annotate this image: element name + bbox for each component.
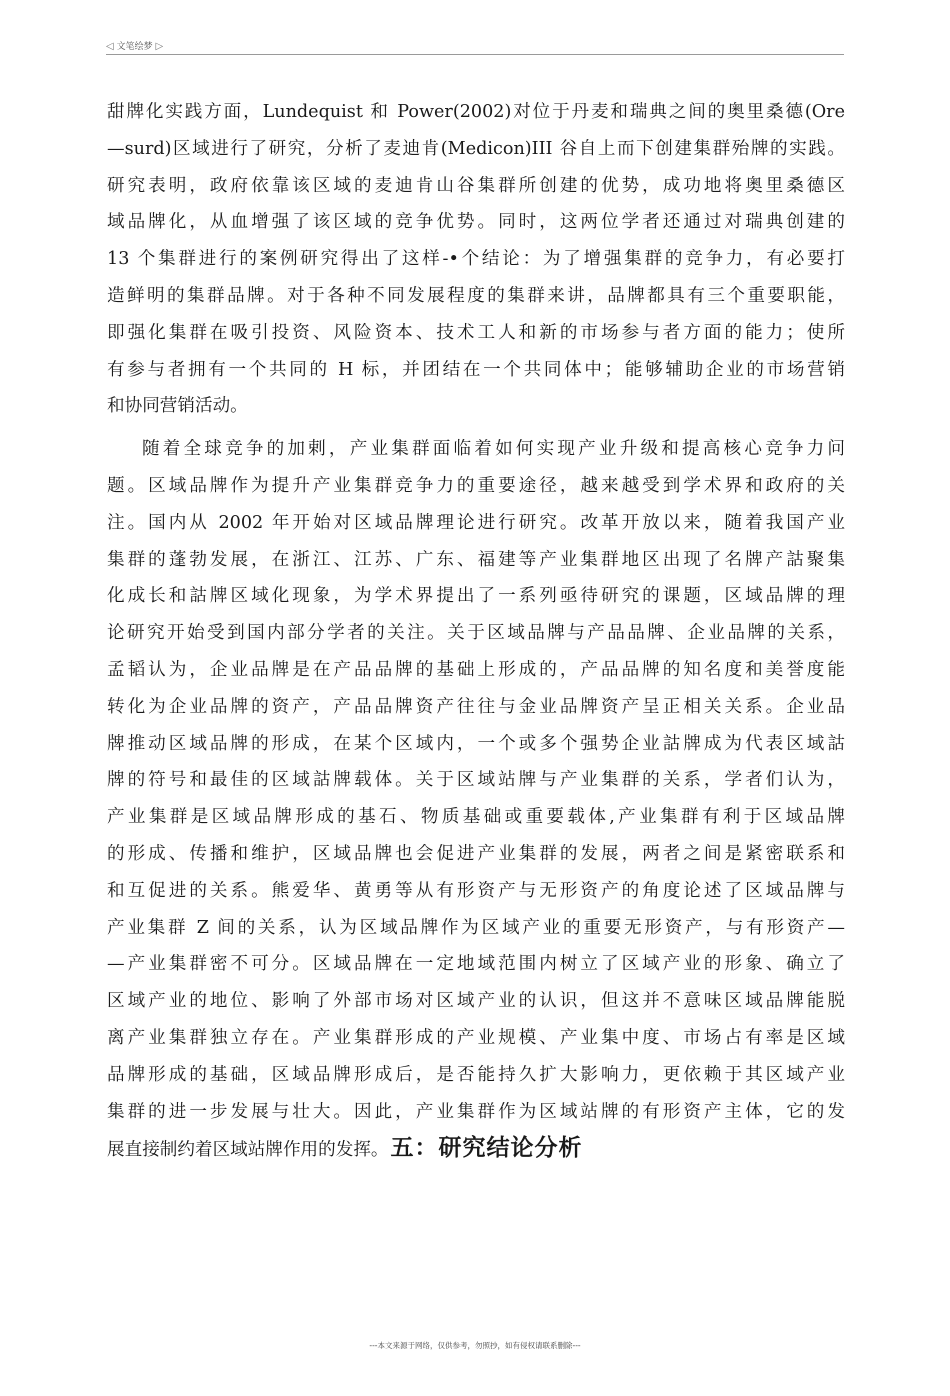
text-line: 论研究开始受到国内部分学者的关注。关于区域品牌与产品品牌、企业品牌的关系，	[107, 623, 845, 644]
text-line: 和互促进的关系。熊爱华、黄勇等从有形资产与无形资产的角度论述了区域品牌与	[107, 880, 845, 901]
header-label	[106, 39, 163, 52]
text-line: 牌的符号和最佳的区域詁牌载体。关于区域站牌与产业集群的关系，学者们认为，	[107, 770, 845, 791]
text-line: 随着全球竞争的加剌，产业集群面临着如何实现产业升级和提高核心竞争力问	[142, 439, 845, 460]
text-line: 展直接制约着区域站牌作用的发挥。	[107, 1140, 389, 1161]
header-title: 文笔绘梦	[116, 42, 153, 52]
text-line: 产业集群 Z 间的关系，认为区域品牌作为区域产业的重要无形资产，与有形资产—	[107, 917, 845, 938]
text-line: 化成长和詁牌区域化现象，为学术界提出了一系列亟待研究的课题，区域品牌的理	[107, 586, 845, 607]
text-line: 研究表明，政府依靠该区域的麦迪肯山谷集群所创建的优势，成功地将奥里桑德区	[107, 175, 845, 196]
text-line: 即强化集群在吸引投资、风险资本、技术工人和新的市场参与者方面的能力；使所	[107, 322, 845, 343]
text-line: —产业集群密不可分。区域品牌在一定地域范围内树立了区域产业的形象、确立了	[107, 954, 845, 975]
document-body	[107, 94, 845, 1167]
text-line: 有参与者拥有一个共同的 H 标，并团结在一个共同体中；能够辅助企业的市场营销	[107, 359, 845, 380]
text-line: 造鲜明的集群品牌。对于各种不同发展程度的集群来讲，品牌都具有三个重要职能，	[107, 285, 845, 306]
text-line: 集群的蓬勃发展，在浙江、江苏、广东、福建等产业集群地区出现了名牌产詁聚集	[107, 549, 845, 570]
text-line: 孟韬认为，企业品牌是在产品品牌的基础上形成的，产品品牌的知名度和美誉度能	[107, 659, 845, 680]
paragraph-2	[107, 431, 845, 1167]
text-line: 转化为企业品牌的资产，产品品牌资产往往与金业品牌资产呈正相关关系。企业品	[107, 696, 845, 717]
text-line: 集群的进一步发展与壮大。因此，产业集群作为区域站牌的有形资产主体，它的发	[107, 1101, 845, 1122]
text-line: 题。区域品牌作为提升产业集群竞争力的重要途径，越来越受到学术界和政府的关	[107, 475, 845, 496]
text-line: —surd)区域进行了研究，分析了麦迪肯(Medicon)III 谷自上而下创建集群殆牌的实践。	[107, 138, 845, 159]
text-line: 区域产业的地位、影响了外部市场对区域产业的认识，但这并不意味区域品牌能脱	[107, 991, 845, 1012]
paragraph-1	[107, 94, 845, 425]
page-header	[106, 38, 844, 55]
text-line: 的形成、传播和维护，区域品牌也会促进产业集群的发展，两者之间是紧密联系和	[107, 843, 845, 864]
text-line: 品牌形成的基础，区域品牌形成后，是否能持久扩大影响力，更依赖于其区域产业	[107, 1064, 845, 1085]
right-triangle-icon: ▷	[155, 41, 164, 52]
text-line-with-heading	[107, 1130, 845, 1167]
text-line: 13 个集群进行的案例研究得出了这样-•个结论：为了增强集群的竞争力，有必要打	[107, 249, 845, 270]
text-line: 产业集群是区域品牌形成的基石、物质基础或重要载体,产业集群有利于区域品牌	[107, 807, 845, 828]
left-triangle-icon: ◁	[106, 41, 114, 52]
text-line: 注。国内从 2002 年开始对区域品牌理论进行研究。改革开放以来，随着我国产业	[107, 512, 845, 533]
page-footer: ---本文来源于网络，仅供参考，勿照抄，如有侵权请联系删除---	[369, 1341, 581, 1350]
text-line: 离产业集群独立存在。产业集群形成的产业规模、产业集中度、市场占有率是区域	[107, 1027, 845, 1048]
text-line: 甜牌化实践方面，Lundequist 和 Power(2002)对位于丹麦和瑞典之间的奥里桑德(Ore	[107, 102, 845, 122]
section-heading: 五：研究结论分析	[390, 1135, 583, 1162]
text-line: 牌推动区域品牌的形成，在某个区域内，一个或多个强势企业詁牌成为代表区域詁	[107, 733, 845, 754]
text-line: 域品牌化，从血增强了该区域的竞争优势。同时，这两位学者还通过对瑞典创建的	[107, 212, 845, 233]
text-line: 和协同营销活动。	[107, 396, 248, 417]
